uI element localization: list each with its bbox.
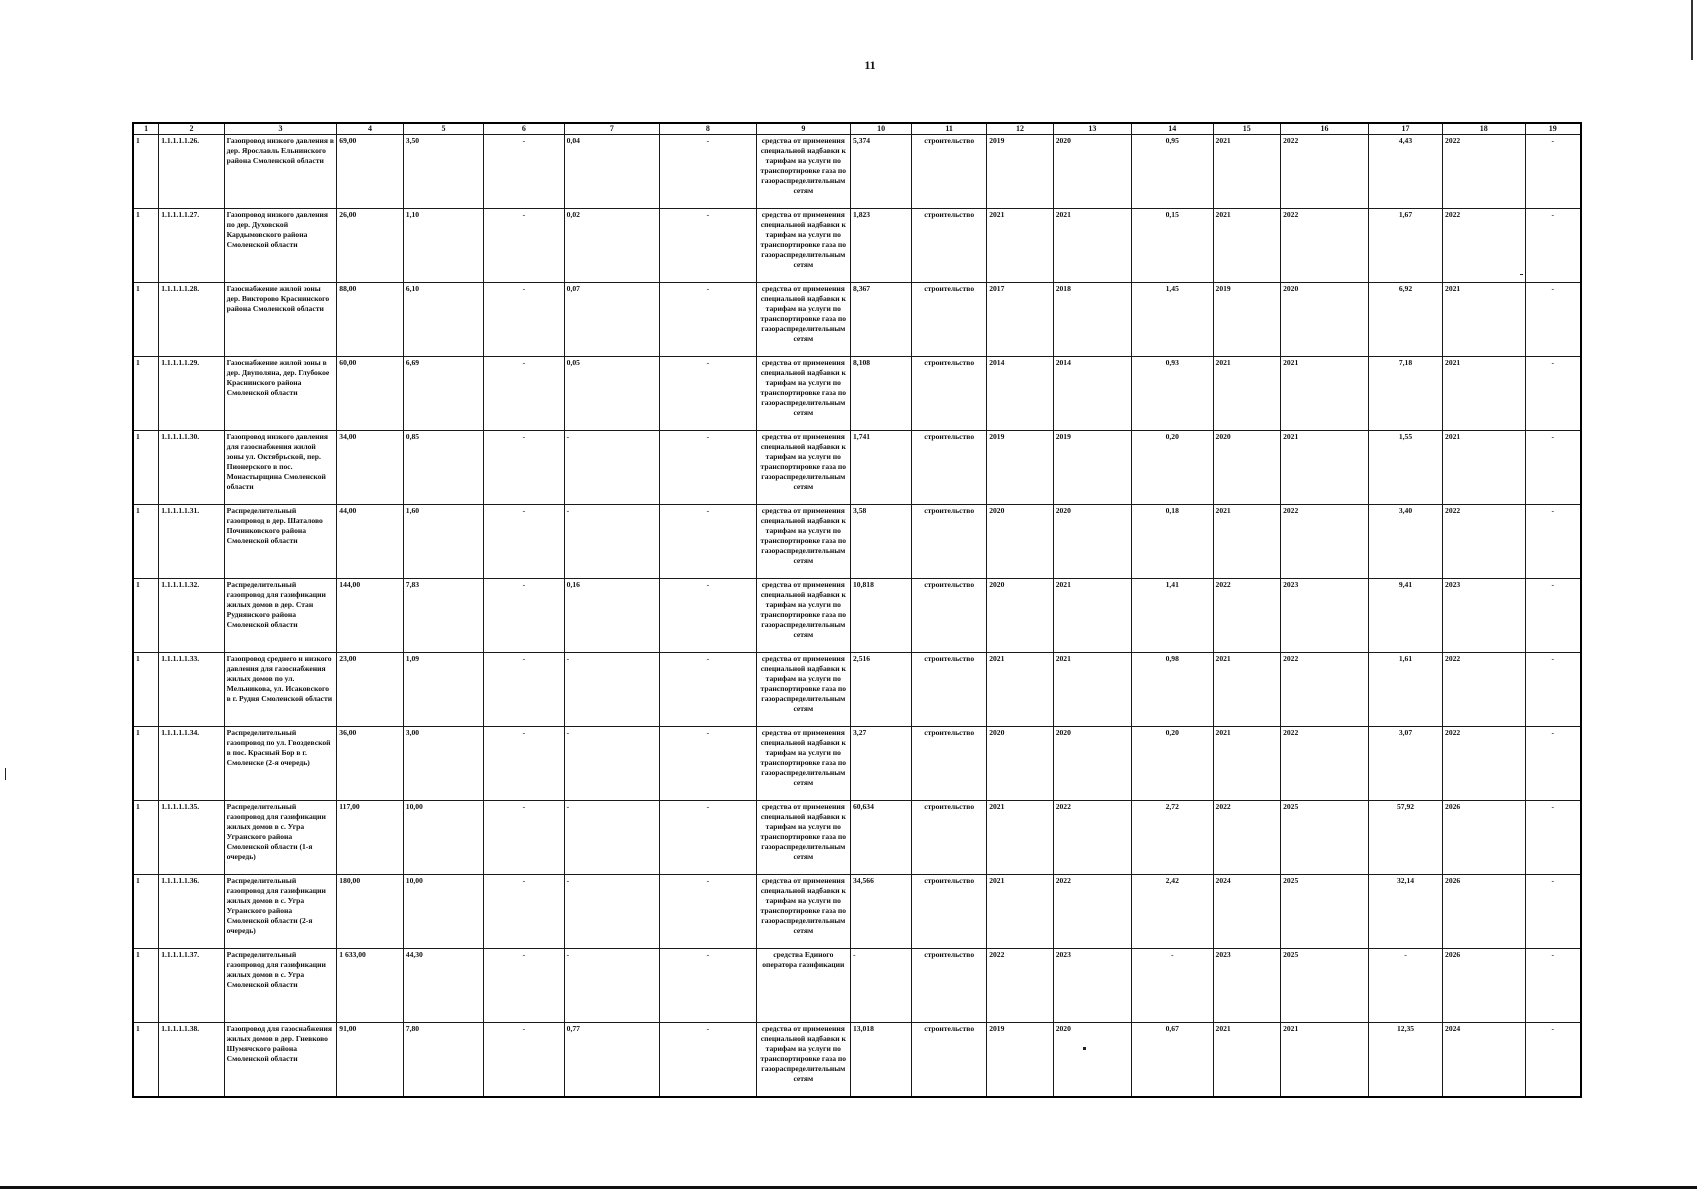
table-cell-col-4: 180,00: [337, 875, 404, 949]
column-header-16: 16: [1281, 123, 1369, 135]
table-cell-col-15: 2022: [1213, 801, 1281, 875]
table-cell-col-5: 7,80: [403, 1023, 483, 1097]
table-cell-col-12: 2017: [987, 283, 1054, 357]
table-cell-col-7: 0,05: [564, 357, 659, 431]
table-cell-col-10: 34,566: [851, 875, 912, 949]
table-cell-col-17: 3,07: [1369, 727, 1443, 801]
table-cell-col-14: 2,42: [1132, 875, 1214, 949]
table-cell-col-3: Распределительный газопровод для газификации жилых домов в с. Угра Угранского района Смоленской области (1-я очередь): [224, 801, 337, 875]
table-cell-col-6: -: [484, 875, 564, 949]
table-cell-col-17: 1,55: [1369, 431, 1443, 505]
table-cell-col-5: 0,85: [403, 431, 483, 505]
table-cell-col-17: 4,43: [1369, 135, 1443, 209]
table-cell-col-17: 6,92: [1369, 283, 1443, 357]
table-cell-col-18: 2026: [1443, 875, 1526, 949]
table-cell-col-2: 1.1.1.1.1.38.: [159, 1023, 224, 1097]
table-cell-col-7: -: [564, 505, 659, 579]
table-cell-col-9: средства от применения специальной надбавки к тарифам на услуги по транспортировке газа по газораспределительным сетям: [756, 653, 850, 727]
table-cell-col-6: -: [484, 135, 564, 209]
table-cell-col-12: 2021: [987, 209, 1054, 283]
edge-rule: [1691, 0, 1693, 60]
column-header-3: 3: [224, 123, 337, 135]
table-cell-col-9: средства Единого оператора газификации: [756, 949, 850, 1023]
table-cell-col-7: -: [564, 949, 659, 1023]
column-header-2: 2: [159, 123, 224, 135]
table-cell-col-4: 34,00: [337, 431, 404, 505]
table-cell-col-6: -: [484, 209, 564, 283]
table-cell-col-11: строительство: [912, 505, 987, 579]
table-cell-col-15: 2019: [1213, 283, 1281, 357]
table-cell-col-13: 2020: [1053, 727, 1131, 801]
table-cell-col-17: -: [1369, 949, 1443, 1023]
table-cell-col-2: 1.1.1.1.1.27.: [159, 209, 224, 283]
table-cell-col-3: Распределительный газопровод для газификации жилых домов в с. Угра Угранского района Смоленской области (2-я очередь): [224, 875, 337, 949]
table-cell-col-12: 2014: [987, 357, 1054, 431]
table-cell-col-15: 2020: [1213, 431, 1281, 505]
table-cell-col-2: 1.1.1.1.1.37.: [159, 949, 224, 1023]
table-cell-col-19: -: [1525, 357, 1581, 431]
table-cell-col-16: 2021: [1281, 1023, 1369, 1097]
table-cell-col-8: -: [660, 283, 757, 357]
table-cell-col-3: Распределительный газопровод в дер. Шаталово Починковского района Смоленской области: [224, 505, 337, 579]
table-cell-col-15: 2021: [1213, 209, 1281, 283]
table-cell-col-13: 2018: [1053, 283, 1131, 357]
table-cell-col-19: -: [1525, 949, 1581, 1023]
table-row: [133, 801, 1581, 875]
table-cell-col-19: -: [1525, 579, 1581, 653]
table-cell-col-14: 0,15: [1132, 209, 1214, 283]
table-cell-col-19: -: [1525, 875, 1581, 949]
table-cell-col-13: 2020: [1053, 505, 1131, 579]
table-cell-col-2: 1.1.1.1.1.30.: [159, 431, 224, 505]
table-cell-col-1: 1: [133, 653, 159, 727]
table-cell-col-3: Газопровод низкого давления по дер. Духовской Кардымовского района Смоленской области: [224, 209, 337, 283]
column-header-12: 12: [987, 123, 1054, 135]
table-cell-col-5: 1,10: [403, 209, 483, 283]
table-cell-col-14: 0,18: [1132, 505, 1214, 579]
table-cell-col-7: -: [564, 431, 659, 505]
table-cell-col-9: средства от применения специальной надбавки к тарифам на услуги по транспортировке газа по газораспределительным сетям: [756, 135, 850, 209]
table-cell-col-4: 26,00: [337, 209, 404, 283]
table-cell-col-1: 1: [133, 727, 159, 801]
table-row: [133, 727, 1581, 801]
table-row: [133, 875, 1581, 949]
table-cell-col-12: 2021: [987, 653, 1054, 727]
table-cell-col-19: -: [1525, 283, 1581, 357]
table-cell-col-1: 1: [133, 431, 159, 505]
table-cell-col-10: 5,374: [851, 135, 912, 209]
table-cell-col-7: -: [564, 875, 659, 949]
table-cell-col-4: 36,00: [337, 727, 404, 801]
table-cell-col-19: -: [1525, 801, 1581, 875]
table-cell-col-18: 2022: [1443, 135, 1526, 209]
column-header-1: 1: [133, 123, 159, 135]
table-cell-col-3: Распределительный газопровод для газификации жилых домов в дер. Стан Руднянского района Смоленской области: [224, 579, 337, 653]
table-cell-col-4: 1 633,00: [337, 949, 404, 1023]
table-cell-col-2: 1.1.1.1.1.35.: [159, 801, 224, 875]
table-row: [133, 135, 1581, 209]
table-cell-col-16: 2021: [1281, 357, 1369, 431]
table-cell-col-2: 1.1.1.1.1.34.: [159, 727, 224, 801]
table-cell-col-5: 1,60: [403, 505, 483, 579]
table-row: [133, 209, 1581, 283]
table-cell-col-1: 1: [133, 505, 159, 579]
table-cell-col-6: -: [484, 283, 564, 357]
table-cell-col-13: 2021: [1053, 209, 1131, 283]
table-cell-col-3: Газопровод среднего и низкого давления для газоснабжения жилых домов по ул. Мельникова, ул. Исаковского в г. Рудня Смоленской области: [224, 653, 337, 727]
table-cell-col-18: 2022: [1443, 505, 1526, 579]
table-cell-col-16: 2020: [1281, 283, 1369, 357]
table-cell-col-2: 1.1.1.1.1.31.: [159, 505, 224, 579]
table-cell-col-18: 2026: [1443, 949, 1526, 1023]
table-cell-col-14: 1,45: [1132, 283, 1214, 357]
table-cell-col-13: 2021: [1053, 579, 1131, 653]
table-cell-col-10: 13,018: [851, 1023, 912, 1097]
table-cell-col-5: 3,00: [403, 727, 483, 801]
table-cell-col-1: 1: [133, 1023, 159, 1097]
table-cell-col-8: -: [660, 801, 757, 875]
table-row: [133, 431, 1581, 505]
column-header-13: 13: [1053, 123, 1131, 135]
table-row: [133, 653, 1581, 727]
table-cell-col-6: -: [484, 579, 564, 653]
table-cell-col-9: средства от применения специальной надбавки к тарифам на услуги по транспортировке газа по газораспределительным сетям: [756, 505, 850, 579]
table-cell-col-2: 1.1.1.1.1.28.: [159, 283, 224, 357]
table-body: [133, 135, 1581, 1097]
column-header-4: 4: [337, 123, 404, 135]
table-cell-col-13: 2020: [1053, 1023, 1131, 1097]
column-header-19: 19: [1525, 123, 1581, 135]
table-cell-col-3: Газопровод для газоснабжения жилых домов в дер. Гневково Шумячского района Смоленской области: [224, 1023, 337, 1097]
table-cell-col-1: 1: [133, 209, 159, 283]
table-cell-col-8: -: [660, 875, 757, 949]
table-cell-col-16: 2022: [1281, 209, 1369, 283]
column-header-11: 11: [912, 123, 987, 135]
table-cell-col-19: -: [1525, 135, 1581, 209]
table-cell-col-12: 2019: [987, 135, 1054, 209]
table-cell-col-13: 2022: [1053, 875, 1131, 949]
table-cell-col-10: 8,108: [851, 357, 912, 431]
scan-speck: [5, 768, 6, 780]
table-cell-col-6: -: [484, 949, 564, 1023]
table-cell-col-5: 44,30: [403, 949, 483, 1023]
table-cell-col-15: 2021: [1213, 505, 1281, 579]
table-cell-col-1: 1: [133, 357, 159, 431]
scan-speck: [1083, 1047, 1086, 1050]
table-cell-col-9: средства от применения специальной надбавки к тарифам на услуги по транспортировке газа по газораспределительным сетям: [756, 283, 850, 357]
table-cell-col-8: -: [660, 949, 757, 1023]
header-row: [133, 123, 1581, 135]
table-cell-col-18: 2021: [1443, 357, 1526, 431]
table-cell-col-16: 2021: [1281, 431, 1369, 505]
table-cell-col-9: средства от применения специальной надбавки к тарифам на услуги по транспортировке газа по газораспределительным сетям: [756, 579, 850, 653]
column-header-15: 15: [1213, 123, 1281, 135]
table-cell-col-8: -: [660, 431, 757, 505]
table-cell-col-15: 2024: [1213, 875, 1281, 949]
table-cell-col-15: 2021: [1213, 135, 1281, 209]
table-cell-col-15: 2021: [1213, 1023, 1281, 1097]
table-cell-col-11: строительство: [912, 579, 987, 653]
table-cell-col-8: -: [660, 653, 757, 727]
table-cell-col-1: 1: [133, 283, 159, 357]
scan-speck: [1520, 274, 1523, 275]
column-header-6: 6: [484, 123, 564, 135]
table-cell-col-2: 1.1.1.1.1.33.: [159, 653, 224, 727]
table-cell-col-10: 60,634: [851, 801, 912, 875]
table-cell-col-11: строительство: [912, 727, 987, 801]
table-cell-col-14: 0,67: [1132, 1023, 1214, 1097]
table-cell-col-16: 2022: [1281, 727, 1369, 801]
table-cell-col-6: -: [484, 653, 564, 727]
table-cell-col-18: 2024: [1443, 1023, 1526, 1097]
bottom-rule: [0, 1186, 1697, 1189]
table-cell-col-13: 2023: [1053, 949, 1131, 1023]
table-cell-col-8: -: [660, 209, 757, 283]
table-cell-col-17: 3,40: [1369, 505, 1443, 579]
table-cell-col-8: -: [660, 135, 757, 209]
table-cell-col-6: -: [484, 1023, 564, 1097]
table-cell-col-9: средства от применения специальной надбавки к тарифам на услуги по транспортировке газа по газораспределительным сетям: [756, 357, 850, 431]
table-cell-col-2: 1.1.1.1.1.29.: [159, 357, 224, 431]
table-cell-col-16: 2022: [1281, 135, 1369, 209]
table-cell-col-16: 2025: [1281, 875, 1369, 949]
table-cell-col-11: строительство: [912, 357, 987, 431]
table-cell-col-14: 0,20: [1132, 431, 1214, 505]
table-cell-col-8: -: [660, 727, 757, 801]
table-cell-col-15: 2021: [1213, 727, 1281, 801]
table-cell-col-4: 117,00: [337, 801, 404, 875]
table-cell-col-14: 0,95: [1132, 135, 1214, 209]
table-cell-col-16: 2022: [1281, 505, 1369, 579]
table-cell-col-17: 32,14: [1369, 875, 1443, 949]
table-cell-col-13: 2014: [1053, 357, 1131, 431]
table-cell-col-14: 1,41: [1132, 579, 1214, 653]
table-cell-col-12: 2020: [987, 727, 1054, 801]
table-cell-col-16: 2025: [1281, 801, 1369, 875]
table-cell-col-4: 60,00: [337, 357, 404, 431]
table-cell-col-8: -: [660, 505, 757, 579]
table-cell-col-10: 3,27: [851, 727, 912, 801]
table-cell-col-7: 0,04: [564, 135, 659, 209]
table-cell-col-9: средства от применения специальной надбавки к тарифам на услуги по транспортировке газа по газораспределительным сетям: [756, 801, 850, 875]
table-cell-col-1: 1: [133, 579, 159, 653]
table-cell-col-6: -: [484, 431, 564, 505]
page-number: 11: [864, 58, 876, 72]
table-cell-col-18: 2021: [1443, 283, 1526, 357]
table-cell-col-3: Распределительный газопровод для газификации жилых домов в с. Угра Смоленской области: [224, 949, 337, 1023]
table-cell-col-11: строительство: [912, 431, 987, 505]
table-cell-col-9: средства от применения специальной надбавки к тарифам на услуги по транспортировке газа по газораспределительным сетям: [756, 875, 850, 949]
table-cell-col-6: -: [484, 357, 564, 431]
table-cell-col-1: 1: [133, 875, 159, 949]
table-cell-col-10: 2,516: [851, 653, 912, 727]
table-cell-col-11: строительство: [912, 1023, 987, 1097]
column-header-7: 7: [564, 123, 659, 135]
table-cell-col-19: -: [1525, 209, 1581, 283]
table-cell-col-7: 0,16: [564, 579, 659, 653]
table-cell-col-5: 10,00: [403, 875, 483, 949]
table-cell-col-10: 3,58: [851, 505, 912, 579]
table-cell-col-13: 2022: [1053, 801, 1131, 875]
table-cell-col-17: 1,61: [1369, 653, 1443, 727]
column-header-9: 9: [756, 123, 850, 135]
table-cell-col-10: 10,818: [851, 579, 912, 653]
table-cell-col-12: 2021: [987, 875, 1054, 949]
table-cell-col-14: 2,72: [1132, 801, 1214, 875]
table-cell-col-3: Газопровод низкого давления в дер. Ярославль Ельнинского района Смоленской области: [224, 135, 337, 209]
table-row: [133, 579, 1581, 653]
table-cell-col-19: -: [1525, 505, 1581, 579]
table-cell-col-5: 10,00: [403, 801, 483, 875]
table-cell-col-12: 2021: [987, 801, 1054, 875]
table-cell-col-13: 2020: [1053, 135, 1131, 209]
table-cell-col-18: 2026: [1443, 801, 1526, 875]
table-cell-col-13: 2019: [1053, 431, 1131, 505]
table-cell-col-1: 1: [133, 135, 159, 209]
table-cell-col-17: 1,67: [1369, 209, 1443, 283]
table-cell-col-8: -: [660, 579, 757, 653]
table-cell-col-11: строительство: [912, 801, 987, 875]
column-header-17: 17: [1369, 123, 1443, 135]
table-cell-col-15: 2021: [1213, 653, 1281, 727]
table-cell-col-17: 12,35: [1369, 1023, 1443, 1097]
table-cell-col-18: 2022: [1443, 209, 1526, 283]
table-cell-col-7: 0,02: [564, 209, 659, 283]
table-cell-col-10: 8,367: [851, 283, 912, 357]
table-cell-col-7: -: [564, 801, 659, 875]
table-cell-col-1: 1: [133, 949, 159, 1023]
table-cell-col-5: 6,10: [403, 283, 483, 357]
table-cell-col-15: 2023: [1213, 949, 1281, 1023]
table-cell-col-12: 2019: [987, 431, 1054, 505]
table-cell-col-10: 1,823: [851, 209, 912, 283]
table-header: [133, 123, 1581, 135]
table-cell-col-11: строительство: [912, 209, 987, 283]
table-cell-col-7: -: [564, 727, 659, 801]
table-cell-col-1: 1: [133, 801, 159, 875]
table-cell-col-19: -: [1525, 431, 1581, 505]
table-cell-col-19: -: [1525, 653, 1581, 727]
table-cell-col-5: 7,83: [403, 579, 483, 653]
table-cell-col-3: Газопровод низкого давления для газоснабжения жилой зоны ул. Октябрьской, пер. Пионерского в пос. Монастырщина Смоленской области: [224, 431, 337, 505]
table-cell-col-4: 69,00: [337, 135, 404, 209]
table-cell-col-5: 1,09: [403, 653, 483, 727]
table-cell-col-2: 1.1.1.1.1.32.: [159, 579, 224, 653]
table-cell-col-18: 2022: [1443, 727, 1526, 801]
table-cell-col-16: 2022: [1281, 653, 1369, 727]
table-cell-col-8: -: [660, 357, 757, 431]
table-cell-col-5: 6,69: [403, 357, 483, 431]
table-cell-col-17: 7,18: [1369, 357, 1443, 431]
table-cell-col-10: 1,741: [851, 431, 912, 505]
table-cell-col-12: 2020: [987, 579, 1054, 653]
table-cell-col-16: 2025: [1281, 949, 1369, 1023]
table-cell-col-3: Газоснабжение жилой зоны в дер. Двуполяна, дер. Глубокое Краснинского района Смоленской области: [224, 357, 337, 431]
table-cell-col-6: -: [484, 505, 564, 579]
table-cell-col-18: 2023: [1443, 579, 1526, 653]
table-cell-col-7: -: [564, 653, 659, 727]
table-cell-col-9: средства от применения специальной надбавки к тарифам на услуги по транспортировке газа по газораспределительным сетям: [756, 1023, 850, 1097]
table-cell-col-19: -: [1525, 727, 1581, 801]
table-row: [133, 1023, 1581, 1097]
column-header-14: 14: [1132, 123, 1214, 135]
table-cell-col-13: 2021: [1053, 653, 1131, 727]
table-cell-col-6: -: [484, 727, 564, 801]
table-cell-col-11: строительство: [912, 653, 987, 727]
table-cell-col-10: -: [851, 949, 912, 1023]
table-row: [133, 283, 1581, 357]
table-row: [133, 505, 1581, 579]
table-cell-col-8: -: [660, 1023, 757, 1097]
table-row: [133, 949, 1581, 1023]
table-cell-col-9: средства от применения специальной надбавки к тарифам на услуги по транспортировке газа по газораспределительным сетям: [756, 727, 850, 801]
table-cell-col-15: 2021: [1213, 357, 1281, 431]
table-cell-col-4: 144,00: [337, 579, 404, 653]
table-cell-col-14: -: [1132, 949, 1214, 1023]
table-cell-col-17: 9,41: [1369, 579, 1443, 653]
table-cell-col-4: 23,00: [337, 653, 404, 727]
table-cell-col-5: 3,50: [403, 135, 483, 209]
table-cell-col-18: 2021: [1443, 431, 1526, 505]
column-header-5: 5: [403, 123, 483, 135]
table-row: [133, 357, 1581, 431]
table-cell-col-6: -: [484, 801, 564, 875]
column-header-10: 10: [851, 123, 912, 135]
investment-program-table: [132, 122, 1582, 1098]
table-cell-col-12: 2019: [987, 1023, 1054, 1097]
table-cell-col-14: 0,93: [1132, 357, 1214, 431]
table-cell-col-14: 0,20: [1132, 727, 1214, 801]
table-cell-col-4: 44,00: [337, 505, 404, 579]
table-cell-col-7: 0,07: [564, 283, 659, 357]
table-cell-col-4: 88,00: [337, 283, 404, 357]
table-cell-col-11: строительство: [912, 283, 987, 357]
table-cell-col-16: 2023: [1281, 579, 1369, 653]
table-cell-col-19: -: [1525, 1023, 1581, 1097]
column-header-8: 8: [660, 123, 757, 135]
table-cell-col-12: 2020: [987, 505, 1054, 579]
table-cell-col-9: средства от применения специальной надбавки к тарифам на услуги по транспортировке газа по газораспределительным сетям: [756, 209, 850, 283]
column-header-18: 18: [1443, 123, 1526, 135]
table-cell-col-7: 0,77: [564, 1023, 659, 1097]
table-cell-col-12: 2022: [987, 949, 1054, 1023]
table-cell-col-18: 2022: [1443, 653, 1526, 727]
table-cell-col-11: строительство: [912, 875, 987, 949]
table-cell-col-3: Распределительный газопровод по ул. Гвоздевской в пос. Красный Бор в г. Смоленске (2-я очередь): [224, 727, 337, 801]
table-cell-col-14: 0,98: [1132, 653, 1214, 727]
table-cell-col-11: строительство: [912, 135, 987, 209]
table-cell-col-15: 2022: [1213, 579, 1281, 653]
table-cell-col-2: 1.1.1.1.1.26.: [159, 135, 224, 209]
table-cell-col-4: 91,00: [337, 1023, 404, 1097]
table-cell-col-17: 57,92: [1369, 801, 1443, 875]
table-cell-col-3: Газоснабжение жилой зоны дер. Викторово Краснинского района Смоленской области: [224, 283, 337, 357]
table-cell-col-9: средства от применения специальной надбавки к тарифам на услуги по транспортировке газа по газораспределительным сетям: [756, 431, 850, 505]
table-cell-col-2: 1.1.1.1.1.36.: [159, 875, 224, 949]
table-cell-col-11: строительство: [912, 949, 987, 1023]
